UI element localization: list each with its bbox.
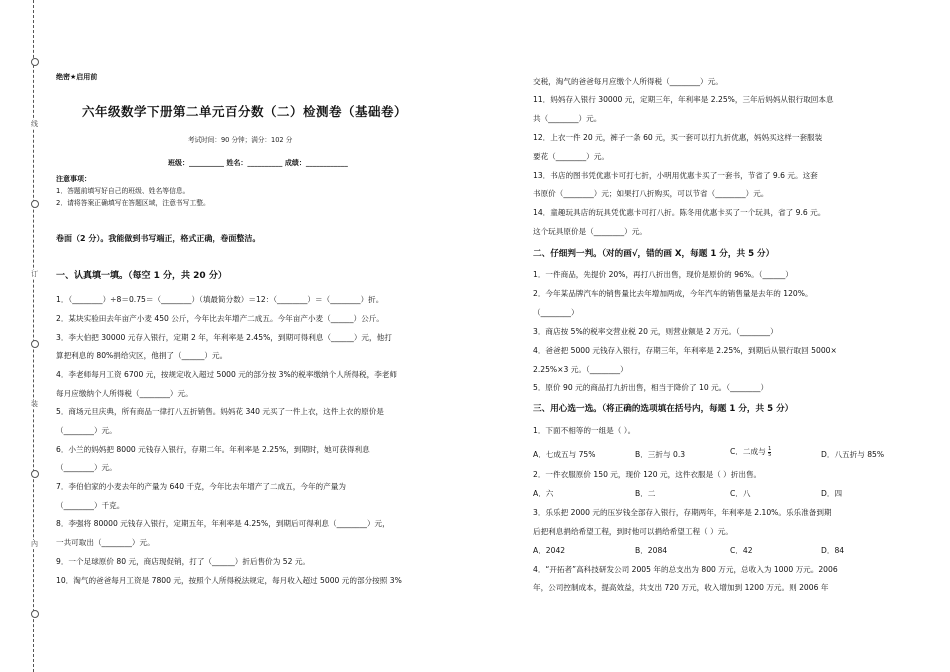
option-b: B．二 bbox=[635, 489, 656, 498]
question-line: 4．爸爸把 5000 元钱存入银行，存期三年，年利率是 2.25%，到期后从银行取回 5000× bbox=[533, 346, 837, 355]
binding-hole bbox=[31, 610, 39, 618]
question-line: 3．商店按 5%的税率交营业税 20 元，则营业额是 2 万元。（________） bbox=[533, 327, 778, 336]
option-c bbox=[730, 446, 771, 458]
option-a: A．六 bbox=[533, 489, 554, 498]
binding-mark: 内 bbox=[31, 540, 38, 548]
notice-title: 注意事项： bbox=[56, 175, 91, 183]
question-line: 13．书店的图书凭优惠卡可打七折，小明用优惠卡买了一套书，节省了 9.6 元。这套 bbox=[533, 171, 818, 180]
option-c: C．八 bbox=[730, 489, 751, 498]
binding-hole bbox=[31, 200, 39, 208]
question-line: 交税，淘气的爸爸每月应缴个人所得税（________）元。 bbox=[533, 77, 723, 86]
fraction-denominator: 5 bbox=[768, 451, 772, 458]
question-line: 年，公司控制成本，提高效益，共支出 720 万元，收入增加到 1200 万元。则 2006 年 bbox=[533, 583, 829, 592]
option-b: B．三折与 0.3 bbox=[635, 450, 686, 459]
exam-info: 考试时间：90 分钟；满分：102 分 bbox=[188, 136, 293, 144]
question-line: 4．李老师每月工资 6700 元，按规定收入超过 5000 元的部分按 3%的税率缴纳个人所得税，李老师 bbox=[56, 370, 397, 379]
question-line: （________）元。 bbox=[56, 426, 117, 435]
question-line: 2.25%×3 元。（________） bbox=[533, 365, 628, 374]
question-line: 14．童趣玩具店的玩具凭优惠卡可打八折。陈冬用优惠卡买了一个玩具，省了 9.6 元。 bbox=[533, 208, 826, 217]
binding-mark: 线 bbox=[31, 120, 38, 128]
notice-item: 2．请将答案正确填写在答题区域，注意书写工整。 bbox=[56, 199, 210, 207]
option-d: D．八五折与 85% bbox=[821, 450, 885, 459]
question-line: （________）元。 bbox=[56, 463, 117, 472]
question-line: 3．李大伯把 30000 元存入银行，定期 2 年，年利率是 2.45%，到期可得利息（______）元，他打 bbox=[56, 333, 392, 342]
binding-mark: 装 bbox=[31, 400, 38, 408]
binding-hole bbox=[31, 470, 39, 478]
binding-hole bbox=[31, 58, 39, 66]
question-line: 1．（________）÷8＝0.75＝（________）（填最简分数）＝12：（________）＝（________）折。 bbox=[56, 295, 384, 304]
question-line: 8．李强将 80000 元钱存入银行，定期五年，年利率是 4.25%，到期后可得利息（________）元， bbox=[56, 519, 390, 528]
question-line: 2．一件衣服原价 150 元，现价 120 元，这件衣服是（ ）折出售。 bbox=[533, 470, 762, 479]
question-line: （________） bbox=[533, 308, 579, 317]
fraction bbox=[768, 447, 771, 458]
neatness-note: 卷面（2 分）。我能做到书写端正，格式正确，卷面整洁。 bbox=[56, 234, 261, 243]
question-line: 1．下面不相等的一组是（ ）。 bbox=[533, 426, 636, 435]
option-a: A．七成五与 75% bbox=[533, 450, 596, 459]
option-c-text: C．二成与 bbox=[730, 447, 766, 456]
question-line: 3．乐乐把 2000 元的压岁钱全部存入银行，存期两年，年利率是 2.10%。乐乐准备到期 bbox=[533, 508, 832, 517]
section-2-heading: 二、仔细判一判。（对的画√，错的画 X，每题 1 分，共 5 分） bbox=[533, 249, 775, 259]
question-line: 这个玩具原价是（________）元。 bbox=[533, 227, 647, 236]
option-d: D．84 bbox=[821, 546, 845, 555]
question-line: 5．原价 90 元的商品打九折出售，相当于降价了 10 元。（________） bbox=[533, 383, 769, 392]
page-title: 六年级数学下册第二单元百分数（二）检测卷（基础卷） bbox=[82, 104, 408, 119]
question-line: 1．一件商品，先提价 20%，再打八折出售，现价是原价的 96%。（______） bbox=[533, 270, 793, 279]
student-info-fields: 班级：__________ 姓名：__________ 成绩：____________ bbox=[168, 159, 348, 167]
question-line: 后把利息捐给希望工程，到时他可以捐给希望工程（ ）元。 bbox=[533, 527, 733, 536]
option-c: C．42 bbox=[730, 546, 753, 555]
question-line: 2．今年某品牌汽车的销售量比去年增加两成，今年汽车的销售量是去年的 120%。 bbox=[533, 289, 813, 298]
question-line: 一共可取出（________）元。 bbox=[56, 538, 155, 547]
question-line: 11．妈妈存入银行 30000 元，定期三年，年利率是 2.25%，三年后妈妈从银行取回本息 bbox=[533, 95, 834, 104]
question-line: 10．淘气的爸爸每月工资是 7800 元，按照个人所得税法规定，每月收入超过 5000 元的部分按照 3% bbox=[56, 576, 402, 585]
binding-dashed-line bbox=[33, 0, 34, 672]
question-line: 6．小兰的妈妈把 8000 元钱存入银行，存期二年。年利率是 2.25%，到期时，她可获得利息 bbox=[56, 445, 370, 454]
question-line: 4．“开拓者”高科技研发公司 2005 年的总支出为 800 万元，总收入为 1000 万元。2006 bbox=[533, 565, 838, 574]
option-d: D．四 bbox=[821, 489, 843, 498]
option-b: B．2084 bbox=[635, 546, 668, 555]
question-line: 共（________）元。 bbox=[533, 114, 602, 123]
question-line: 12．上衣一件 20 元，裤子一条 60 元，买一套可以打九折优惠，妈妈买这样一套服装 bbox=[533, 133, 823, 142]
question-line: 每月应缴纳个人所得税（________）元。 bbox=[56, 389, 193, 398]
question-line: 5．商场元旦庆典，所有商品一律打八五折销售。妈妈花 340 元买了一件上衣，这件上衣的原价是 bbox=[56, 407, 384, 416]
binding-margin bbox=[0, 0, 48, 672]
notice-item: 1．答题前填写好自己的班级、姓名等信息。 bbox=[56, 187, 190, 195]
section-1-heading: 一、认真填一填。（每空 1 分，共 20 分） bbox=[56, 271, 227, 281]
question-line: （________）千克。 bbox=[56, 501, 125, 510]
question-line: 算把利息的 80%捐给灾区，他捐了（______）元。 bbox=[56, 351, 228, 360]
question-line: 2．某块实验田去年亩产小麦 450 公斤，今年比去年增产二成五。今年亩产小麦（______）公斤。 bbox=[56, 314, 384, 323]
secret-label: 绝密★启用前 bbox=[56, 73, 98, 81]
question-line: 7．李伯伯家的小麦去年的产量为 640 千克，今年比去年增产了二成五，今年的产量为 bbox=[56, 482, 346, 491]
question-line: 9．一个足球原价 80 元，商店现促销，打了（______）折后售价为 52 元。 bbox=[56, 557, 311, 566]
section-3-heading: 三、用心选一选。（将正确的选项填在括号内，每题 1 分，共 5 分） bbox=[533, 404, 794, 414]
fraction-numerator: 1 bbox=[768, 445, 772, 452]
binding-mark: 订 bbox=[31, 270, 38, 278]
question-line: 要花（________）元。 bbox=[533, 152, 609, 161]
question-line: 书原价（________）元；如果打八折购买，可以节省（________）元。 bbox=[533, 189, 769, 198]
binding-hole bbox=[31, 340, 39, 348]
option-a: A．2042 bbox=[533, 546, 566, 555]
